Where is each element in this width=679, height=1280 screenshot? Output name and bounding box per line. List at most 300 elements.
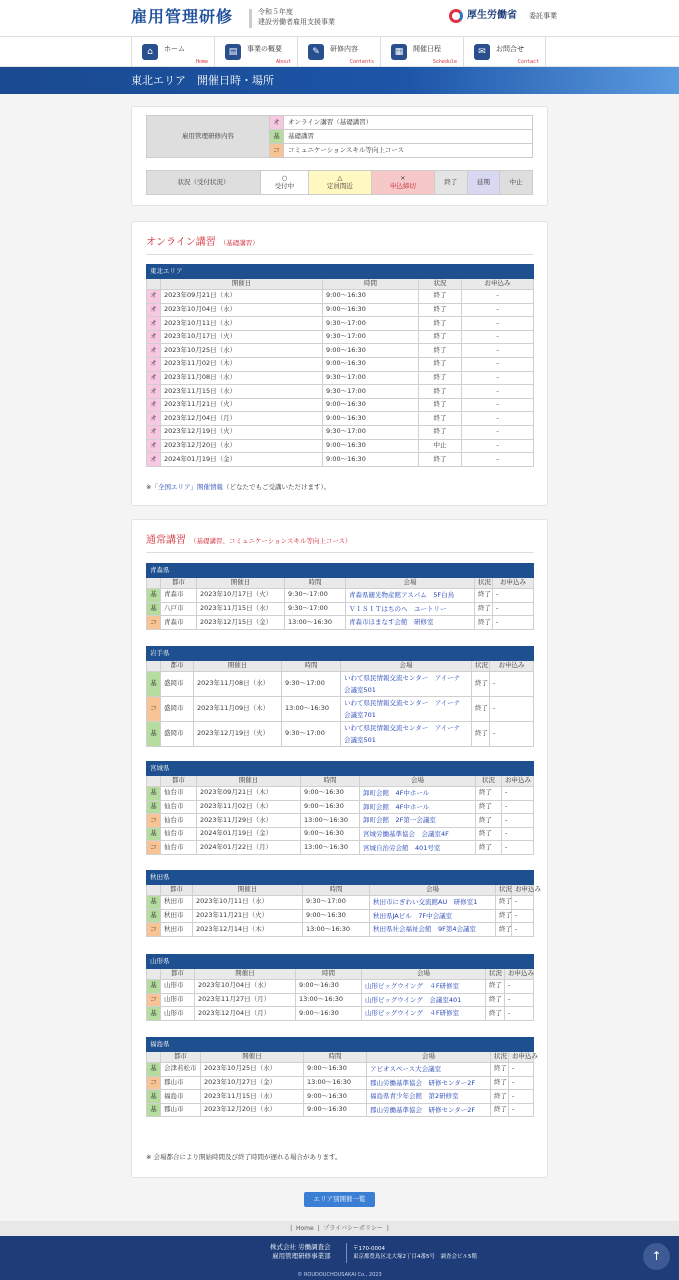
legend-label: 基礎講習 (284, 130, 533, 144)
venue-link[interactable]: 山形ビッグウイング ４F研修室 (362, 1007, 486, 1021)
course-mark: 基 (147, 589, 161, 603)
column-header: 状況 (486, 969, 505, 980)
page-title: 東北エリア 開催日時・場所 (0, 67, 679, 94)
table-cell: 2023年11月27日（月） (195, 993, 296, 1007)
table-cell: 中止 (419, 439, 462, 453)
table-cell: 終了 (491, 1076, 509, 1090)
table-cell: 13:00～16:30 (304, 1076, 367, 1090)
column-header: 会場 (360, 776, 476, 787)
prefecture-schedule-table (146, 646, 534, 747)
table-cell: 2023年11月02日（木） (161, 357, 323, 371)
table-cell: 2023年12月20日（水） (201, 1103, 304, 1117)
venue-link[interactable]: ＶＩＳＩＴはちのへ ユートリー (346, 602, 475, 616)
venue-link[interactable]: 福島県青少年会館 第2研修室 (367, 1090, 491, 1104)
footer-home-link[interactable]: Home (295, 1225, 314, 1232)
nav-en-label: Schedule (432, 59, 457, 65)
status-label: 延期 (476, 177, 490, 186)
table-row (147, 1090, 534, 1104)
section-divider (146, 254, 533, 255)
table-cell: 9:30～17:00 (323, 385, 419, 399)
table-cell: - (502, 787, 534, 801)
nav-label: 研修内容 (330, 45, 358, 53)
course-mark: 基 (147, 909, 161, 923)
table-cell: 2023年12月04日（月） (195, 1007, 296, 1021)
nav-schedule[interactable] (380, 37, 463, 67)
column-header: 会場 (367, 1052, 491, 1063)
national-area-link[interactable]: 全国エリア」開催情報 (157, 483, 223, 491)
table-cell: 9:00～16:30 (323, 412, 419, 426)
table-cell: 9:00～16:30 (304, 1103, 367, 1117)
table-cell: 終了 (419, 453, 462, 467)
column-header: 時間 (303, 885, 370, 896)
course-mark: オ (147, 303, 161, 317)
column-header: 会場 (362, 969, 486, 980)
regular-subtitle: （基礎講習、コミュニケーションスキル等向上コース） (190, 537, 352, 545)
table-cell: 9:00～16:30 (301, 827, 360, 841)
ministry-logo[interactable] (449, 9, 557, 23)
table-cell: 会津若松市 (161, 1063, 201, 1077)
table-cell: 2023年12月04日（月） (161, 412, 323, 426)
table-cell: 13:00～16:30 (301, 814, 360, 828)
section-divider (146, 552, 533, 553)
scroll-to-top-button[interactable] (643, 1243, 670, 1270)
column-header: 状況 (472, 661, 490, 672)
table-cell: 9:00～16:30 (323, 398, 419, 412)
table-cell: 2023年11月29日（水） (197, 814, 301, 828)
venue-link[interactable]: 卸町会館 4F中ホール (360, 787, 476, 801)
office-name: 雇用管理研修事業部 (272, 1252, 331, 1261)
legend-label: コミュニケーションスキル等向上コース (284, 144, 533, 158)
table-cell: - (505, 1007, 534, 1021)
online-subtitle: （基礎講習） (219, 239, 259, 247)
table-cell: 終了 (476, 814, 502, 828)
footer-links: | Home | プライバシーポリシー | (0, 1221, 679, 1236)
table-cell: 終了 (475, 589, 493, 603)
table-cell: 9:00～16:30 (296, 1007, 362, 1021)
table-cell: 2023年12月19日（火） (194, 722, 282, 747)
course-mark: オ (147, 385, 161, 399)
table-cell: 9:00～16:30 (323, 290, 419, 304)
table-cell: 9:30～17:00 (323, 425, 419, 439)
table-caption-row (147, 871, 534, 885)
table-cell: 9:00～16:30 (301, 800, 360, 814)
table-row (147, 1103, 534, 1117)
course-mark: コ (147, 923, 161, 937)
table-cell: 2023年10月11日（水） (161, 317, 323, 331)
prefecture-schedule-table (146, 761, 534, 855)
prefecture-caption: 秋田県 (147, 871, 534, 885)
column-header: 開催日 (197, 578, 285, 589)
course-mark: 基 (147, 1007, 161, 1021)
table-cell: 9:00～16:30 (323, 344, 419, 358)
table-cell: 9:30～17:00 (323, 371, 419, 385)
table-row (147, 371, 534, 385)
table-cell: - (502, 841, 534, 855)
table-cell: 9:00～16:30 (304, 1090, 367, 1104)
course-mark: コ (147, 841, 161, 855)
column-header (147, 1052, 161, 1063)
status-item (308, 171, 371, 195)
prefecture-caption: 福島県 (147, 1038, 534, 1052)
course-mark: オ (147, 439, 161, 453)
table-cell: 13:00～16:30 (296, 993, 362, 1007)
table-caption-row (147, 1038, 534, 1052)
table-caption-row (147, 762, 534, 776)
table-cell: 9:00～16:30 (296, 980, 362, 994)
venue-link[interactable]: 卸町会館 2F第一会議室 (360, 814, 476, 828)
table-cell: - (502, 827, 534, 841)
column-header: 開催日 (161, 279, 323, 290)
venue-link[interactable]: 郡山労働基準協会 研修センター2F (367, 1103, 491, 1117)
table-cell: 仙台市 (161, 827, 197, 841)
venue-link[interactable]: 山形ビッグウイング ４F研修室 (362, 980, 486, 994)
table-cell: - (490, 672, 534, 697)
table-cell: 終了 (496, 896, 512, 910)
footer-address (353, 1245, 477, 1262)
table-cell: 終了 (476, 787, 502, 801)
company-name: 株式会社 労働調査会 (270, 1243, 331, 1251)
table-cell: 2023年09月21日（木） (161, 290, 323, 304)
table-cell: 13:00～16:30 (303, 923, 370, 937)
status-symbol: × (400, 173, 406, 182)
table-cell: 終了 (476, 800, 502, 814)
course-legend-table (146, 115, 533, 158)
table-cell: 2023年12月14日（木） (193, 923, 303, 937)
course-mark: オ (147, 453, 161, 467)
table-cell: 2023年12月19日（火） (161, 425, 323, 439)
regular-title: 通常講習 (146, 535, 186, 546)
nav-label: お問合せ (496, 45, 524, 53)
column-header (147, 279, 161, 290)
venue-link[interactable]: いわて県民情報交流センター アイーナ 会議室501 (341, 672, 472, 697)
table-cell: 終了 (419, 412, 462, 426)
course-mark: コ (147, 814, 161, 828)
column-header: 状況 (419, 279, 462, 290)
column-header: 時間 (285, 578, 346, 589)
site-header (0, 0, 679, 37)
column-header: 状況 (491, 1052, 509, 1063)
table-cell: 終了 (472, 672, 490, 697)
note-prefix: ※「 (146, 483, 158, 491)
table-header-row (147, 279, 534, 290)
table-cell: - (509, 1103, 534, 1117)
nav-contact[interactable] (463, 37, 546, 67)
course-mark: 基 (147, 1103, 161, 1117)
course-mark: オ (147, 357, 161, 371)
table-cell: - (509, 1063, 534, 1077)
copyright: © ROUDOUCHOUSAKAI Co., 2023 (297, 1272, 382, 1278)
column-header: 時間 (282, 661, 341, 672)
table-cell: 秋田市 (161, 923, 193, 937)
table-cell: 2023年10月04日（水） (161, 303, 323, 317)
table-cell: - (502, 800, 534, 814)
table-row (147, 344, 534, 358)
table-row (147, 303, 534, 317)
table-cell: - (462, 385, 534, 399)
table-cell: 青森市 (161, 589, 197, 603)
ministry-mark-icon (449, 9, 463, 23)
course-mark: オ (147, 371, 161, 385)
table-row (147, 980, 534, 994)
table-cell: 盛岡市 (161, 722, 194, 747)
table-cell: - (462, 330, 534, 344)
table-cell: 9:00～16:30 (304, 1063, 367, 1077)
prefecture-caption: 岩手県 (147, 647, 534, 661)
course-mark: コ (147, 993, 161, 1007)
table-cell: - (462, 398, 534, 412)
table-cell: 秋田市 (161, 909, 193, 923)
table-cell: 2023年11月02日（木） (197, 800, 301, 814)
table-cell: 山形市 (161, 1007, 195, 1021)
table-cell: 終了 (419, 398, 462, 412)
table-row (147, 602, 534, 616)
table-cell: - (462, 425, 534, 439)
table-cell: 2023年10月25日（水） (161, 344, 323, 358)
table-row (147, 1007, 534, 1021)
table-row (147, 923, 534, 937)
prefecture-caption: 山形県 (147, 955, 534, 969)
course-mark: 基 (147, 827, 161, 841)
column-header: 状況 (475, 578, 493, 589)
table-cell: 山形市 (161, 980, 195, 994)
legend-mark: 基 (270, 130, 284, 144)
venue-link[interactable]: 宮城労働基準協会 会議室4F (360, 827, 476, 841)
status-item (371, 171, 434, 195)
table-cell: 9:00～16:30 (303, 909, 370, 923)
legend-card (131, 106, 548, 206)
course-mark: オ (147, 412, 161, 426)
table-cell: 盛岡市 (161, 697, 194, 722)
online-note (146, 484, 330, 492)
venue-link[interactable]: 青森市ほまなす会館 研修室 (346, 616, 475, 630)
course-mark: コ (147, 697, 161, 722)
privacy-policy-link[interactable]: プライバシーポリシー (323, 1225, 384, 1232)
table-cell: 2023年12月20日（水） (161, 439, 323, 453)
course-mark: コ (147, 1076, 161, 1090)
online-section-title (146, 237, 259, 249)
table-row (147, 993, 534, 1007)
table-cell: 終了 (472, 697, 490, 722)
table-cell: 2023年11月21日（火） (193, 909, 303, 923)
status-item (500, 171, 533, 195)
venue-link[interactable]: いわて県民情報交流センター アイーナ 会議室701 (341, 697, 472, 722)
table-cell: - (512, 909, 534, 923)
table-cell: 2023年11月08日（水） (194, 672, 282, 697)
table-caption-row (147, 265, 534, 279)
table-cell: 終了 (491, 1090, 509, 1104)
table-cell: 終了 (419, 303, 462, 317)
table-row (147, 1076, 534, 1090)
column-header: お申込み (493, 578, 534, 589)
region-caption: 東北エリア (147, 265, 534, 279)
course-mark: 基 (147, 722, 161, 747)
column-header (147, 578, 161, 589)
status-item (261, 171, 309, 195)
table-cell: - (462, 357, 534, 371)
table-cell: 仙台市 (161, 787, 197, 801)
venue-link[interactable]: 山形ビッグウイング 会議室401 (362, 993, 486, 1007)
table-cell: - (490, 697, 534, 722)
table-cell: 2023年11月09日（木） (194, 697, 282, 722)
prefecture-schedule-table (146, 563, 534, 630)
status-label: 終了 (444, 177, 458, 186)
table-cell: 2023年10月04日（水） (195, 980, 296, 994)
table-cell: 9:00～16:30 (301, 787, 360, 801)
venue-link[interactable]: 青森県観光物産館アスパム 5F白鳥 (346, 589, 475, 603)
column-header: 会場 (346, 578, 475, 589)
venue-link[interactable]: 郡山労働基準協会 研修センター2F (367, 1076, 491, 1090)
table-cell: 終了 (486, 1007, 505, 1021)
table-cell: 2023年10月17日（火） (161, 330, 323, 344)
course-mark: オ (147, 330, 161, 344)
table-cell: 2023年11月08日（水） (161, 371, 323, 385)
course-mark: オ (147, 317, 161, 331)
status-item (434, 171, 467, 195)
table-cell: 八戸市 (161, 602, 197, 616)
status-symbol: ○ (281, 173, 288, 182)
column-header: 状況 (476, 776, 502, 787)
course-mark: 基 (147, 787, 161, 801)
area-list-button[interactable]: エリア別開催一覧 (304, 1192, 375, 1207)
table-cell: 終了 (472, 722, 490, 747)
table-cell: - (462, 371, 534, 385)
prefecture-caption: 宮城県 (147, 762, 534, 776)
table-cell: 2023年10月11日（水） (193, 896, 303, 910)
regular-note: ※ 会場都合により開始時間及び終了時間が遅れる場合があります。 (146, 1153, 342, 1161)
nav-home[interactable] (131, 37, 214, 67)
column-header: 時間 (304, 1052, 367, 1063)
table-header-row (147, 969, 534, 980)
column-header: 会場 (341, 661, 472, 672)
online-card (131, 221, 548, 506)
column-header: 時間 (296, 969, 362, 980)
table-caption-row (147, 564, 534, 578)
regular-section-title (146, 535, 352, 547)
nav-label: 事業の概要 (247, 45, 282, 53)
table-cell: - (490, 722, 534, 747)
table-row (147, 453, 534, 467)
ministry-name: 厚生労働省 (467, 10, 517, 21)
table-cell: - (462, 439, 534, 453)
arrow-up-icon: ↑ (651, 1249, 662, 1263)
column-header: 時間 (301, 776, 360, 787)
table-row (147, 909, 534, 923)
column-header: 会場 (370, 885, 496, 896)
venue-link[interactable]: 秋田市にぎわい交流館AU 研修室1 (370, 896, 496, 910)
table-cell: 終了 (476, 841, 502, 855)
column-header: お申込み (505, 969, 534, 980)
table-header-row (147, 1052, 534, 1063)
table-cell: 終了 (419, 357, 462, 371)
column-header: 都市 (161, 578, 197, 589)
venue-link[interactable]: 宮城自治労会館 401号室 (360, 841, 476, 855)
table-row (147, 412, 534, 426)
table-cell: 終了 (486, 980, 505, 994)
venue-link[interactable]: 秋田県社会福祉会館 9F第4会議室 (370, 923, 496, 937)
column-header: お申込み (512, 885, 534, 896)
table-cell: - (462, 412, 534, 426)
table-row (147, 357, 534, 371)
table-cell: 2023年11月15日（水） (161, 385, 323, 399)
nav-label: ホーム (164, 45, 185, 53)
column-header: お申込み (462, 279, 534, 290)
column-header: 開催日 (193, 885, 303, 896)
legend-mark: オ (270, 116, 284, 130)
table-cell: - (493, 602, 534, 616)
mail-icon: ✉ (474, 44, 490, 60)
prefecture-schedule-table (146, 870, 541, 937)
table-header-row (147, 578, 534, 589)
logo-subtitle (258, 8, 335, 28)
venue-link[interactable]: アピオスペース大会議室 (367, 1063, 491, 1077)
table-cell: - (502, 814, 534, 828)
site-footer (0, 1236, 679, 1280)
status-label: 受付中 (274, 181, 295, 190)
table-row (147, 290, 534, 304)
table-row (147, 330, 534, 344)
table-cell: 福島市 (161, 1090, 201, 1104)
main-nav (0, 37, 679, 67)
column-header: 都市 (161, 661, 194, 672)
table-cell: 終了 (419, 344, 462, 358)
table-cell: 終了 (496, 909, 512, 923)
nav-about[interactable] (214, 37, 297, 67)
venue-link[interactable]: 卸町会館 4F中ホール (360, 800, 476, 814)
legend-header: 雇用管理研修内容 (147, 116, 270, 158)
column-header: 都市 (161, 1052, 201, 1063)
table-row (147, 787, 534, 801)
course-mark: オ (147, 290, 161, 304)
table-caption-row (147, 955, 534, 969)
table-cell: 13:00～16:30 (285, 616, 346, 630)
table-cell: - (512, 923, 534, 937)
column-header: 状況 (496, 885, 512, 896)
table-cell: 終了 (475, 616, 493, 630)
status-legend-table (146, 170, 533, 195)
table-cell: 青森市 (161, 616, 197, 630)
status-label: 定員間近 (326, 181, 353, 190)
table-cell: 終了 (419, 425, 462, 439)
table-row (147, 385, 534, 399)
column-header: 時間 (323, 279, 419, 290)
note-suffix: （どなたでもご受講いただけます）。 (222, 483, 331, 491)
nav-label: 開催日程 (413, 45, 441, 53)
venue-link[interactable]: 秋田県JAビル 7F中会議室 (370, 909, 496, 923)
table-cell: 13:00～16:30 (282, 697, 341, 722)
online-schedule-table (146, 264, 534, 467)
table-cell: - (493, 616, 534, 630)
table-cell: 9:30～17:00 (285, 602, 346, 616)
table-cell: - (512, 896, 534, 910)
table-row (147, 697, 534, 722)
nav-contents[interactable] (297, 37, 380, 67)
venue-link[interactable]: いわて県民情報交流センター アイーナ 会議室501 (341, 722, 472, 747)
table-cell: - (509, 1090, 534, 1104)
site-logo[interactable]: 雇用管理研修 (131, 7, 234, 26)
course-mark: オ (147, 425, 161, 439)
nav-en-label: Contents (349, 59, 374, 65)
column-header: 都市 (161, 885, 193, 896)
table-cell: 終了 (475, 602, 493, 616)
table-cell: 2024年01月19日（金） (161, 453, 323, 467)
table-row (147, 814, 534, 828)
column-header: お申込み (502, 776, 534, 787)
table-row (147, 672, 534, 697)
table-cell: - (505, 993, 534, 1007)
column-header: お申込み (490, 661, 534, 672)
column-header: 開催日 (195, 969, 296, 980)
course-mark: 基 (147, 602, 161, 616)
